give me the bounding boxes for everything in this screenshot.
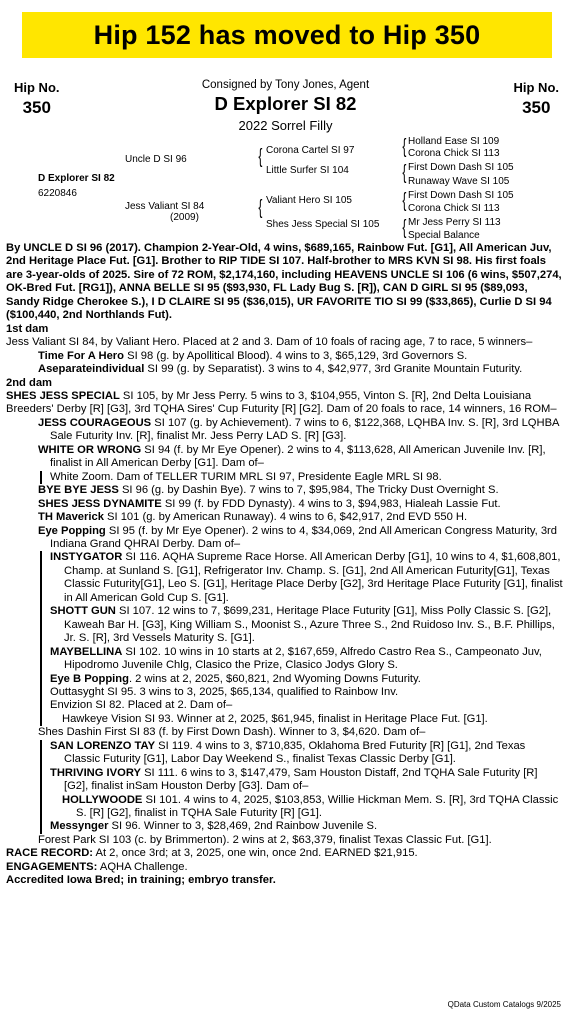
first-dam-text: Jess Valiant SI 84, by Valiant Hero. Placed at 2 and 3. Dam of 10 foals of racing age, 7 to race, 5 winners– — [6, 336, 533, 349]
sire-paragraph: By UNCLE D SI 96 (2017). Champion 2-Year-Old, 4 wins, $689,165, Rainbow Fut. [G1], All American Juv, 2nd Heritage Place Fut. [G1]. Brother to RIP TIDE SI 107. Half-brother to MRS KVN SI 98. His first foals are 3-year-olds of 2025. Sire of 72 ROM, $2,174,160, including HEAVENS UNCLE SI 106 (6 wins, $507,274, OK-Bred Fut. [RG1]), ANNA BELLE SI 95 ($93,930, FL Lady Bug S. [R]), CAN D GIRL SI 95 ($89,093, Sandy Ridge Cherokee S.), I D CLAIRE SI 95 ($36,015), UR FAVORITE TIO SI 99 ($33,865), Curlie D SI 94 ($100,440, 2nd Northlands Fut). — [6, 242, 562, 322]
produce-record — [6, 511, 564, 524]
brace-icon: { — [402, 217, 407, 239]
produce-record — [6, 498, 564, 511]
produce-record: Hawkeye Vision SI 93. Winner at 2, 2025, $61,945, finalist in Heritage Place Fut. [G1]. — [62, 712, 488, 725]
horse-name: Eye Popping — [38, 524, 106, 537]
pedigree-g5: First Down Dash SI 105 — [408, 190, 514, 201]
produce-record — [6, 350, 564, 363]
brace-icon: { — [402, 136, 407, 158]
catalog-footer: QData Custom Catalogs 9/2025 — [447, 1000, 561, 1009]
second-dam-heading: 2nd dam — [6, 376, 53, 389]
pedigree-dam-dam: Shes Jess Special SI 105 — [266, 219, 380, 230]
pedigree-subject: D Explorer SI 82 — [38, 173, 115, 184]
horse-name: SHES JESS SPECIAL — [6, 389, 120, 402]
produce-record: Shes Dashin First SI 83 (f. by First Down Dash). Winner to 3, $4,620. Dam of– — [38, 726, 426, 739]
produce-record — [50, 767, 564, 794]
horse-record: SI 96. Winner to 3, $28,469, 2nd Rainbow Juvenile S. — [108, 820, 378, 833]
horse-name: MAYBELLINA — [50, 645, 123, 658]
horse-record: SI 102. 10 wins in 10 starts at 2, $167,659, Alfredo Castro Rea S., Campeonato Juv, Hipodromo Juvenile Chlg, Clasico the Prize, Clasico Jodys Glory S. — [64, 645, 542, 672]
horse-record: SI 98 (g. by Apollitical Blood). 4 wins to 3, $65,129, 3rd Governors S. — [124, 349, 468, 362]
race-record — [6, 847, 564, 860]
produce-record — [50, 820, 564, 833]
horse-description: 2022 Sorrel Filly — [238, 118, 333, 133]
first-dam-heading: 1st dam — [6, 322, 49, 335]
horse-name: SAN LORENZO TAY — [50, 739, 156, 752]
horse-name: WHITE OR WRONG — [38, 443, 142, 456]
horse-record: SI 95 (f. by Mr Eye Opener). 2 wins to 4, $34,069, 2nd All American Congress Maturity, 3rd Indiana Grand QHRAI Derby. Dam of– — [50, 524, 557, 550]
brace-icon: { — [402, 190, 407, 212]
produce-record: Envizion SI 82. Placed at 2. Dam of– — [50, 699, 233, 712]
moved-notice-banner: Hip 152 has moved to Hip 350 — [22, 12, 552, 58]
engagements-text: AQHA Challenge. — [97, 860, 188, 873]
horse-name: Aseparateindividual — [38, 363, 145, 376]
horse-name: Time For A Hero — [38, 349, 124, 362]
produce-record — [50, 605, 564, 645]
horse-record: SI 105, by Mr Jess Perry. 5 wins to 3, $104,955, Vinton S. [R], 2nd Delta Louisiana Breeders' Derby [R] [G3], 3rd TQHA Sires' Cup Futurity [R] [G2]. Dam of 20 foals to race, 14 winners, 16 ROM– — [6, 389, 557, 416]
pedigree-g6: Corona Chick SI 113 — [408, 203, 500, 214]
hip-number: 350 — [522, 98, 551, 117]
second-dam-text — [6, 390, 564, 417]
horse-name: THRIVING IVORY — [50, 766, 141, 779]
pedigree-dam: Jess Valiant SI 84 — [125, 201, 205, 212]
hip-number: 350 — [22, 98, 51, 117]
engagements-label: ENGAGEMENTS: — [6, 860, 98, 873]
produce-record — [6, 525, 564, 552]
produce-record — [50, 673, 564, 686]
produce-record — [50, 740, 564, 767]
race-record-text: At 2, once 3rd; at 3, 2025, one win, once 2nd. EARNED $21,915. — [93, 847, 418, 860]
horse-name: SHOTT GUN — [50, 605, 116, 618]
produce-record: Forest Park SI 103 (c. by Brimmerton). 2 wins at 2, $63,379, finalist Texas Classic Fut. [G1]. — [38, 833, 492, 846]
horse-name: SHES JESS DYNAMITE — [38, 497, 162, 510]
pedigree-sire-dam: Little Surfer SI 104 — [266, 165, 349, 176]
pedigree-sire: Uncle D SI 96 — [125, 154, 187, 165]
pedigree-dam-sire: Valiant Hero SI 105 — [266, 195, 352, 206]
consignor: Consigned by Tony Jones, Agent — [201, 79, 370, 91]
horse-record: . 2 wins at 2, 2025, $60,821, 2nd Wyoming Downs Futurity. — [128, 672, 421, 685]
produce-record: Outtasyght SI 95. 3 wins to 3, 2025, $65,134, qualified to Rainbow Inv. — [50, 685, 399, 698]
horse-name: Eye B Popping — [50, 672, 129, 685]
produce-record — [50, 646, 564, 673]
produce-record — [6, 444, 564, 471]
catalog-body — [6, 242, 564, 888]
horse-name: TH Maverick — [38, 511, 104, 524]
horse-name: JESS COURAGEOUS — [38, 416, 152, 429]
produce-record — [6, 417, 564, 444]
pedigree-g8: Special Balance — [408, 230, 480, 241]
brace-icon: { — [402, 162, 407, 184]
hip-label: Hip No. — [513, 80, 559, 95]
horse-record: SI 96 (g. by Dashin Bye). 7 wins to 7, $95,984, The Tricky Dust Overnight S. — [118, 484, 499, 497]
horse-name: INSTYGATOR — [50, 551, 123, 564]
horse-record: SI 99 (f. by FDD Dynasty). 4 wins to 3, $94,983, Hialeah Lassie Fut. — [161, 497, 501, 510]
pedigree-g3: First Down Dash SI 105 — [408, 162, 514, 173]
horse-record: SI 111. 6 wins to 3, $147,479, Sam Houston Distaff, 2nd TQHA Sale Futurity [R] [G2], finalist inSam Houston Derby [G3]. Dam of– — [64, 766, 538, 793]
horse-record: SI 116. AQHA Supreme Race Horse. All American Derby [G1], 10 wins to 4, $1,608,801, Champ. at Sunland S. [G1], Refrigerator Inv. Champ. S. [G1], 2nd All American Futurity[G1], Texas Classic Futurity[G1], Leo S. [G1], Heritage Place Derby [G2], 3rd Heritage Place Futurity [G1], finalist in All American Gold Cup S. [G1]. — [64, 551, 563, 604]
horse-name: D Explorer SI 82 — [214, 93, 357, 114]
accreditation: Accredited Iowa Bred; in training; embryo transfer. — [6, 874, 276, 887]
race-record-label: RACE RECORD: — [6, 847, 94, 860]
horse-name: BYE BYE JESS — [38, 484, 119, 497]
horse-record: SI 99 (g. by Separatist). 3 wins to 4, $42,977, 3rd Granite Mountain Futurity. — [144, 363, 523, 376]
horse-record: SI 107 (g. by Achievement). 7 wins to 6, $122,368, LQHBA Inv. S. [R], 3rd LQHBA Sale Futurity Inv. [R], finalist Mr. Jess Perry LAD S. [R] [G3]. — [50, 416, 559, 443]
pedigree-g2: Corona Chick SI 113 — [408, 148, 500, 159]
produce-record — [50, 794, 564, 821]
produce-record: White Zoom. Dam of TELLER TURIM MRL SI 97, Presidente Eagle MRL SI 98. — [50, 470, 442, 483]
produce-record — [50, 551, 564, 605]
produce-record — [6, 484, 564, 497]
horse-name: Messynger — [50, 820, 109, 833]
engagements — [6, 861, 564, 874]
brace-icon: { — [258, 197, 263, 219]
produce-record — [6, 363, 564, 376]
pedigree-sire-sire: Corona Cartel SI 97 — [266, 145, 355, 156]
horse-record: SI 101. 4 wins to 4, 2025, $103,853, Willie Hickman Mem. S. [R], 3rd TQHA Classic S. [R] [G2], finalist in TQHA Sale Futurity [R] [G1]. — [76, 793, 559, 820]
registration-number: 6220846 — [38, 188, 77, 199]
horse-record: SI 107. 12 wins to 7, $699,231, Heritage Place Futurity [G1], Miss Polly Classic S. [G2], Kaweah Bar H. [G3], King William S., Moonist S., Azure Three S., 2nd Ruidoso Inv. S., B.F. Phillips, Jr. S. [R], 3rd Vessels Maturity S. [G1]. — [64, 605, 555, 645]
pedigree-dam-year: (2009) — [170, 212, 199, 223]
pedigree-g4: Runaway Wave SI 105 — [408, 176, 510, 187]
horse-record: SI 119. 4 wins to 3, $710,835, Oklahoma Bred Futurity [R] [G1], 2nd Texas Classic Futurity [G1], Labor Day Weekend S., finalist Texas Classic Derby [G1]. — [64, 739, 526, 766]
brace-icon: { — [258, 146, 263, 168]
pedigree-g1: Holland Ease SI 109 — [408, 136, 500, 147]
horse-record: SI 101 (g. by American Runaway). 4 wins to 6, $42,917, 2nd EVD 550 H. — [103, 511, 468, 524]
hip-label: Hip No. — [14, 80, 60, 95]
pedigree-g7: Mr Jess Perry SI 113 — [408, 217, 501, 228]
horse-record: SI 94 (f. by Mr Eye Opener). 2 wins to 4, $113,628, All American Juvenile Inv. [R], finalist in All American Derby [G1]. Dam of– — [50, 443, 546, 470]
horse-name: HOLLYWOODE — [62, 793, 143, 806]
